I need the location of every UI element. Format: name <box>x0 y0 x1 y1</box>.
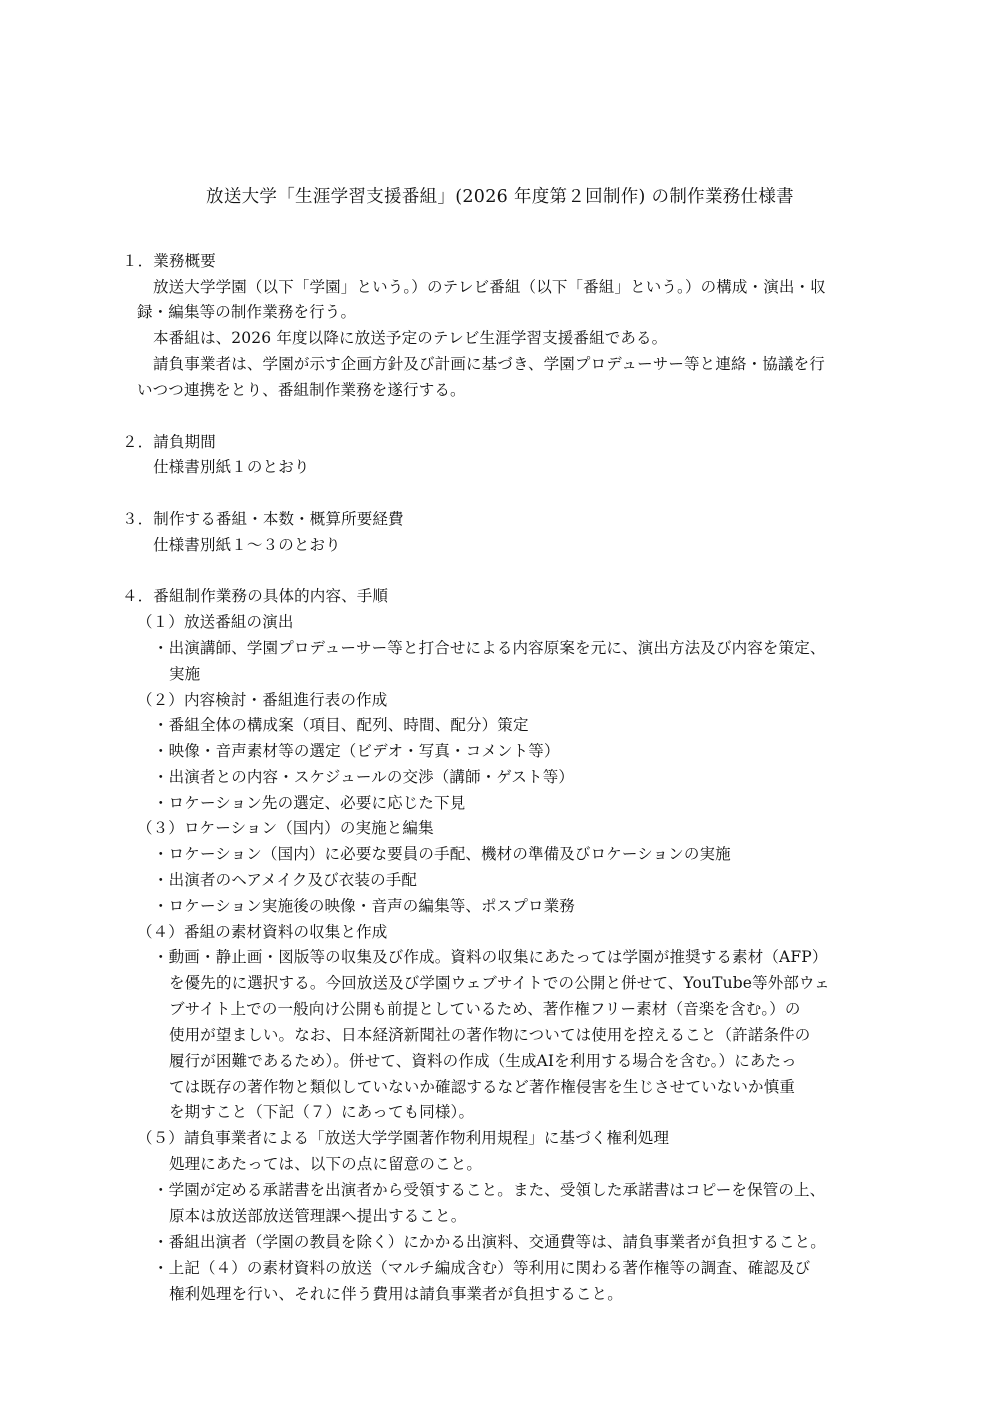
paragraph-line: いつつ連携をとり、番組制作業務を遂行する。 <box>137 381 466 399</box>
bullet-continuation: を期すこと（下記（７）にあっても同様）。 <box>169 1103 475 1121</box>
subsection-heading-4: （４）番組の素材資料の収集と作成 <box>137 923 388 941</box>
paragraph-line: 処理にあたっては、以下の点に留意のこと。 <box>169 1155 483 1173</box>
bullet-line: ・出演者との内容・スケジュールの交渉（講師・ゲスト等） <box>153 768 575 786</box>
section-heading-3: ３．制作する番組・本数・概算所要経費 <box>122 510 404 528</box>
subsection-heading-2: （２）内容検討・番組進行表の作成 <box>137 691 388 709</box>
paragraph-line: 請負事業者は、学園が示す企画方針及び計画に基づき、学園プロデューサー等と連絡・協議を行 <box>153 355 825 373</box>
paragraph-line: 仕様書別紙１のとおり <box>153 458 310 476</box>
paragraph-line: 本番組は、2026 年度以降に放送予定のテレビ生涯学習支援番組である。 <box>153 329 668 347</box>
subsection-heading-3: （３）ロケーション（国内）の実施と編集 <box>137 819 434 837</box>
section-heading-1: １．業務概要 <box>122 252 216 270</box>
bullet-continuation: ブサイト上での一般向け公開も前提としているため、著作権フリー素材（音楽を含む。）の <box>169 1000 801 1018</box>
bullet-line: ・出演者のヘアメイク及び衣装の手配 <box>153 871 418 889</box>
paragraph-line: 録・編集等の制作業務を行う。 <box>137 303 357 321</box>
document-title: 放送大学「生涯学習支援番組」(2026 年度第２回制作) の制作業務仕様書 <box>206 187 794 207</box>
paragraph-line: 仕様書別紙１～３のとおり <box>153 536 341 554</box>
bullet-line: ・映像・音声素材等の選定（ビデオ・写真・コメント等） <box>153 742 560 760</box>
bullet-line: ・番組出演者（学園の教員を除く）にかかる出演料、交通費等は、請負事業者が負担すること。 <box>153 1233 826 1251</box>
bullet-line: ・動画・静止画・図版等の収集及び作成。資料の収集にあたっては学園が推奨する素材（AFP） <box>153 948 828 966</box>
bullet-line: ・ロケーション（国内）に必要な要員の手配、機材の準備及びロケーションの実施 <box>153 845 731 863</box>
bullet-continuation: を優先的に選択する。今回放送及び学園ウェブサイトでの公開と併せて、YouTube等外部ウェ <box>169 974 830 992</box>
bullet-continuation: 履行が困難であるため）。併せて、資料の作成（生成AIを利用する場合を含む。）にあたっ <box>169 1052 797 1070</box>
bullet-continuation: 実施 <box>169 665 201 683</box>
bullet-continuation: 権利処理を行い、それに伴う費用は請負事業者が負担すること。 <box>169 1285 623 1303</box>
section-heading-2: ２．請負期間 <box>122 433 216 451</box>
bullet-continuation: 使用が望ましい。なお、日本経済新聞社の著作物については使用を控えること（許諾条件の <box>169 1026 811 1044</box>
paragraph-line: 放送大学学園（以下「学園」という。）のテレビ番組（以下「番組」という。）の構成・演出・収 <box>153 278 826 296</box>
bullet-line: ・ロケーション実施後の映像・音声の編集等、ポスプロ業務 <box>153 897 575 915</box>
bullet-continuation: ては既存の著作物と類似していないか確認するなど著作権侵害を生じさせていないか慎重 <box>169 1078 796 1096</box>
subsection-heading-5: （５）請負事業者による「放送大学学園著作物利用規程」に基づく権利処理 <box>137 1129 670 1147</box>
bullet-line: ・出演講師、学園プロデューサー等と打合せによる内容原案を元に、演出方法及び内容を策定、 <box>153 639 826 657</box>
bullet-line: ・学園が定める承諾書を出演者から受領すること。また、受領した承諾書はコピーを保管の上、 <box>153 1181 826 1199</box>
bullet-line: ・ロケーション先の選定、必要に応じた下見 <box>153 794 466 812</box>
bullet-continuation: 原本は放送部放送管理課へ提出すること。 <box>169 1207 467 1225</box>
bullet-line: ・番組全体の構成案（項目、配列、時間、配分）策定 <box>153 716 529 734</box>
section-heading-4: ４．番組制作業務の具体的内容、手順 <box>122 587 389 605</box>
bullet-line: ・上記（４）の素材資料の放送（マルチ編成含む）等利用に関わる著作権等の調査、確認及び <box>153 1259 811 1277</box>
subsection-heading-1: （１）放送番組の演出 <box>137 613 294 631</box>
